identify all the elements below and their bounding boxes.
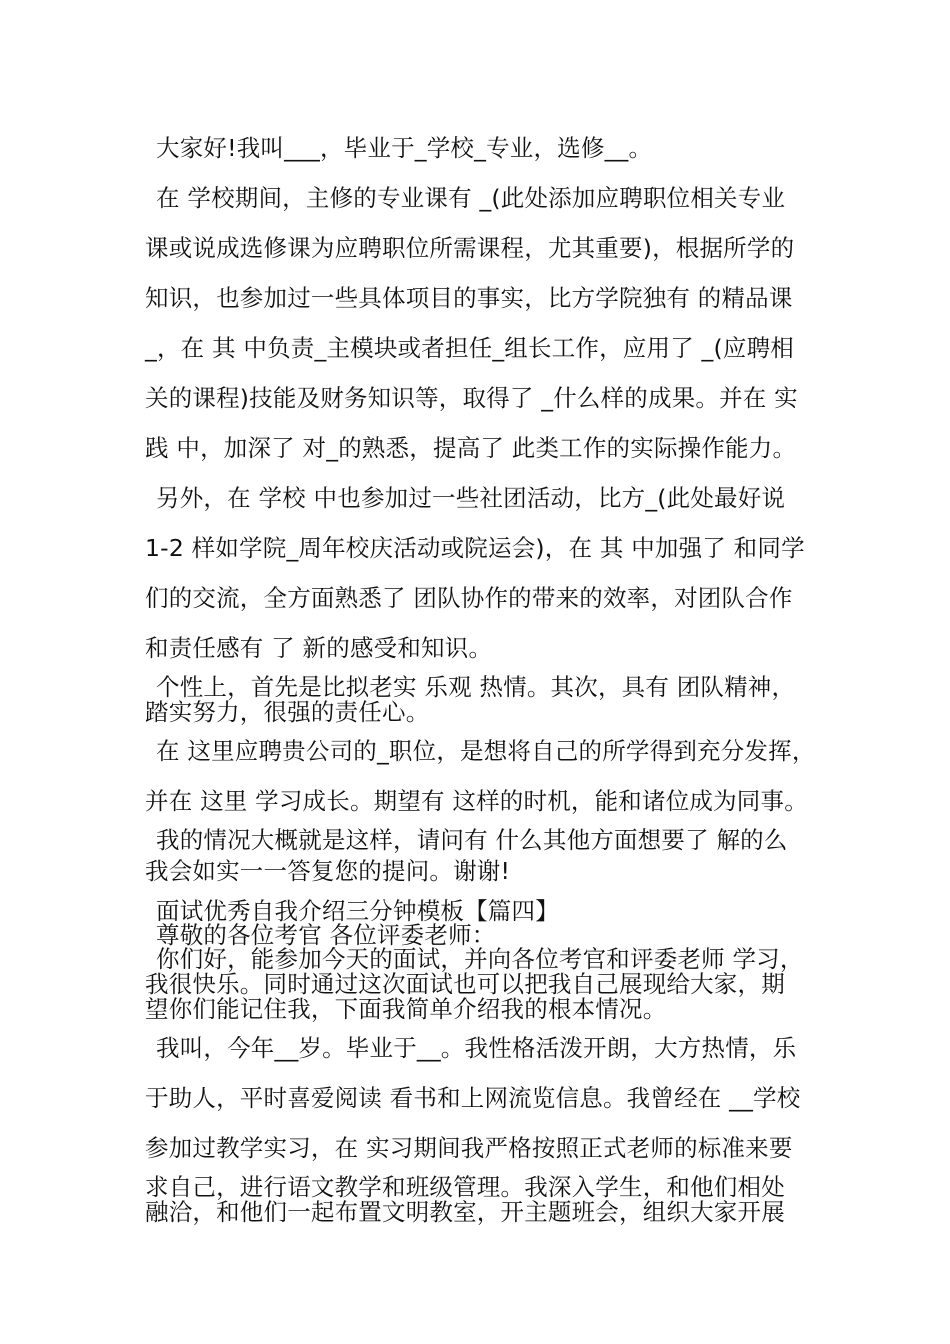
text-line: 关的课程)技能及财务知识等，取得了 _什么样的成果。并在 实 bbox=[145, 384, 798, 412]
text-line: 在 这里应聘贵公司的_职位，是想将自己的所学得到充分发挥， bbox=[156, 737, 816, 765]
text-line: 另外，在 学校 中也参加过一些社团活动，比方_(此处最好说 bbox=[156, 484, 786, 512]
text-line: 于助人，平时喜爱阅读 看书和上网流览信息。我曾经在 __学校 bbox=[145, 1084, 801, 1112]
text-line: 大家好!我叫___，毕业于_学校_专业，选修__。 bbox=[156, 134, 653, 162]
text-line: 我很快乐。同时通过这次面试也可以把我自己展现给大家，期 bbox=[145, 970, 785, 998]
text-line: 和责任感有 了 新的感受和知识。 bbox=[145, 634, 493, 662]
text-line: 我的情况大概就是这样，请问有 什么其他方面想要了 解的么 bbox=[156, 826, 788, 854]
text-line: 融洽，和他们一起布置文明教室，开主题班会，组织大家开展 bbox=[145, 1198, 785, 1226]
text-line: 求自己，进行语文教学和班级管理。我深入学生，和他们相处 bbox=[145, 1173, 785, 1201]
text-line: 知识，也参加过一些具体项目的事实，比方学院独有 的精品课 bbox=[145, 284, 793, 312]
text-line: 你们好，能参加今天的面试，并向各位考官和评委老师 学习， bbox=[156, 945, 804, 973]
text-line: 课或说成选修课为应聘职位所需课程，尤其重要)，根据所学的 bbox=[145, 234, 795, 262]
section-heading: 面试优秀自我介绍三分钟模板【篇四】 bbox=[156, 897, 559, 925]
text-line: 望你们能记住我，下面我简单介绍我的根本情况。 bbox=[145, 995, 667, 1023]
text-line: 并在 这里 学习成长。期望有 这样的时机，能和诸位成为同事。 bbox=[145, 787, 808, 815]
text-line: 1-2 样如学院_周年校庆活动或院运会)，在 其 中加强了 和同学 bbox=[145, 534, 805, 562]
text-line: 践 中，加深了 对_的熟悉，提高了 此类工作的实际操作能力。 bbox=[145, 434, 797, 462]
text-line: 尊敬的各位考官 各位评委老师： bbox=[156, 921, 496, 949]
text-line: 参加过教学实习，在 实习期间我严格按照正式老师的标准来要 bbox=[145, 1134, 793, 1162]
text-line: 们的交流，全方面熟悉了 团队协作的带来的效率，对团队合作 bbox=[145, 584, 793, 612]
text-line: 踏实努力，很强的责任心。 bbox=[145, 698, 430, 726]
text-line: 我会如实一一答复您的提问。谢谢! bbox=[145, 857, 511, 885]
text-line: 个性上，首先是比拟老实 乐观 热情。其次，具有 团队精神， bbox=[156, 673, 796, 701]
text-line: _，在 其 中负责_主模块或者担任_组长工作，应用了 _(应聘相 bbox=[145, 334, 794, 362]
text-line: 在 学校期间，主修的专业课有 _(此处添加应聘职位相关专业 bbox=[156, 184, 786, 212]
text-line: 我叫，今年__岁。毕业于__。我性格活泼开朗，大方热情，乐 bbox=[156, 1034, 797, 1062]
